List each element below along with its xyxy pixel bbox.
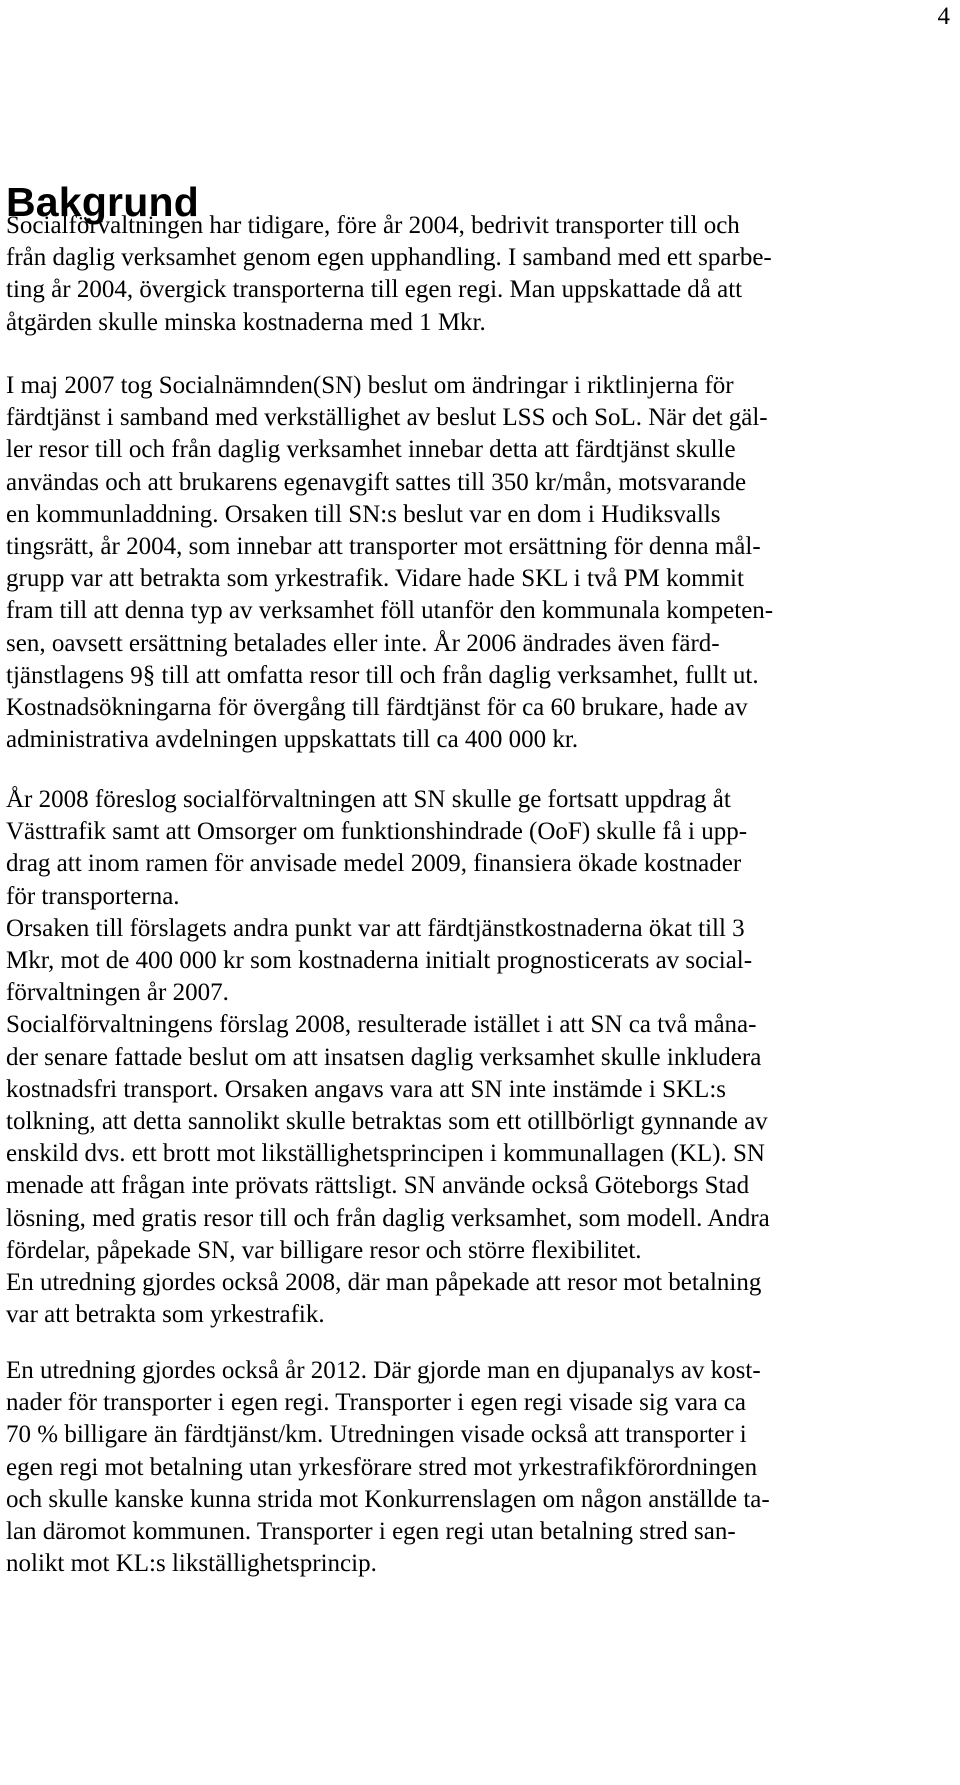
text-line: en kommunladdning. Orsaken till SN:s beslut var en dom i Hudiksvalls [6, 500, 721, 528]
paragraph-3 [6, 784, 946, 1331]
text-line: Socialförvaltningens förslag 2008, resulterade istället i att SN ca två måna- [6, 1011, 757, 1039]
text-line: från daglig verksamhet genom egen upphandling. I samband med ett sparbe- [6, 244, 772, 272]
text-line: ting år 2004, övergick transporterna till egen regi. Man uppskattade då att [6, 276, 743, 304]
text-line: 70 % billigare än färdtjänst/km. Utredningen visade också att transporter i [6, 1421, 747, 1449]
text-line: År 2008 föreslog socialförvaltningen att SN skulle ge fortsatt uppdrag åt [6, 786, 731, 813]
text-line: åtgärden skulle minska kostnaderna med 1 Mkr. [6, 308, 486, 336]
paragraph-4 [6, 1355, 946, 1580]
text-line: färdtjänst i samband med verkställighet av beslut LSS och SoL. När det gäl- [6, 404, 768, 432]
paragraph-2 [6, 370, 946, 756]
text-line: kostnadsfri transport. Orsaken angavs vara att SN inte instämde i SKL:s [6, 1075, 726, 1103]
text-line: förvaltningen år 2007. [6, 979, 229, 1007]
text-line: enskild dvs. ett brott mot likställighetsprincipen i kommunallagen (KL). SN [6, 1140, 765, 1168]
text-line: Kostnadsökningarna för övergång till färdtjänst för ca 60 brukare, hade av [6, 694, 748, 722]
text-line: administrativa avdelningen uppskattats till ca 400 000 kr. [6, 726, 579, 754]
page-number: 4 [937, 3, 950, 30]
section-heading: Bakgrund [6, 179, 199, 225]
text-line: ler resor till och från daglig verksamhet innebar detta att färdtjänst skulle [6, 436, 736, 464]
text-line: egen regi mot betalning utan yrkesförare stred mot yrkestrafikförordningen [6, 1453, 758, 1481]
text-line: tolkning, att detta sannolikt skulle betraktas som ett otillbörligt gynnande av [6, 1108, 768, 1136]
text-line: grupp var att betrakta som yrkestrafik. Vidare hade SKL i två PM kommit [6, 565, 744, 593]
text-line: Mkr, mot de 400 000 kr som kostnaderna initialt prognosticerats av social- [6, 947, 753, 975]
text-line: sen, oavsett ersättning betalades eller inte. År 2006 ändrades även färd- [6, 629, 720, 657]
text-line: och skulle kanske kunna strida mot Konkurrenslagen om någon anställde ta- [6, 1485, 770, 1513]
text-line: I maj 2007 tog Socialnämnden(SN) beslut om ändringar i riktlinjerna för [6, 372, 734, 399]
text-line: tingsrätt, år 2004, som innebar att transporter mot ersättning för denna mål- [6, 533, 761, 561]
text-line: var att betrakta som yrkestrafik. [6, 1301, 325, 1329]
text-line: der senare fattade beslut om att insatsen daglig verksamhet skulle inkludera [6, 1043, 762, 1071]
text-line: nolikt mot KL:s likställighetsprincip. [6, 1550, 377, 1578]
text-line: drag att inom ramen för anvisade medel 2009, finansiera ökade kostnader [6, 850, 742, 878]
text-line: En utredning gjordes också 2008, där man påpekade att resor mot betalning [6, 1269, 762, 1297]
text-line: Västtrafik samt att Omsorger om funktionshindrade (OoF) skulle få i upp- [6, 818, 748, 846]
text-line: lösning, med gratis resor till och från daglig verksamhet, som modell. Andra [6, 1204, 770, 1232]
text-line: för transporterna. [6, 882, 180, 910]
text-line: Socialförvaltningen har tidigare, före år 2004, bedrivit transporter till och [6, 212, 740, 239]
text-line: användas och att brukarens egenavgift sattes till 350 kr/mån, motsvarande [6, 468, 747, 496]
text-line: menade att frågan inte prövats rättsligt. SN använde också Göteborgs Stad [6, 1172, 750, 1200]
text-line: En utredning gjordes också år 2012. Där gjorde man en djupanalys av kost- [6, 1357, 761, 1384]
text-line: fördelar, påpekade SN, var billigare resor och större flexibilitet. [6, 1236, 642, 1264]
text-line: Orsaken till förslagets andra punkt var att färdtjänstkostnaderna ökat till 3 [6, 914, 745, 942]
text-line: tjänstlagens 9§ till att omfatta resor till och från daglig verksamhet, fullt ut. [6, 661, 759, 689]
text-line: lan däromot kommunen. Transporter i egen regi utan betalning stred san- [6, 1518, 736, 1546]
paragraph-1 [6, 210, 946, 339]
text-line: fram till att denna typ av verksamhet föll utanför den kommunala kompeten- [6, 597, 774, 625]
text-line: nader för transporter i egen regi. Transporter i egen regi visade sig vara ca [6, 1389, 747, 1417]
